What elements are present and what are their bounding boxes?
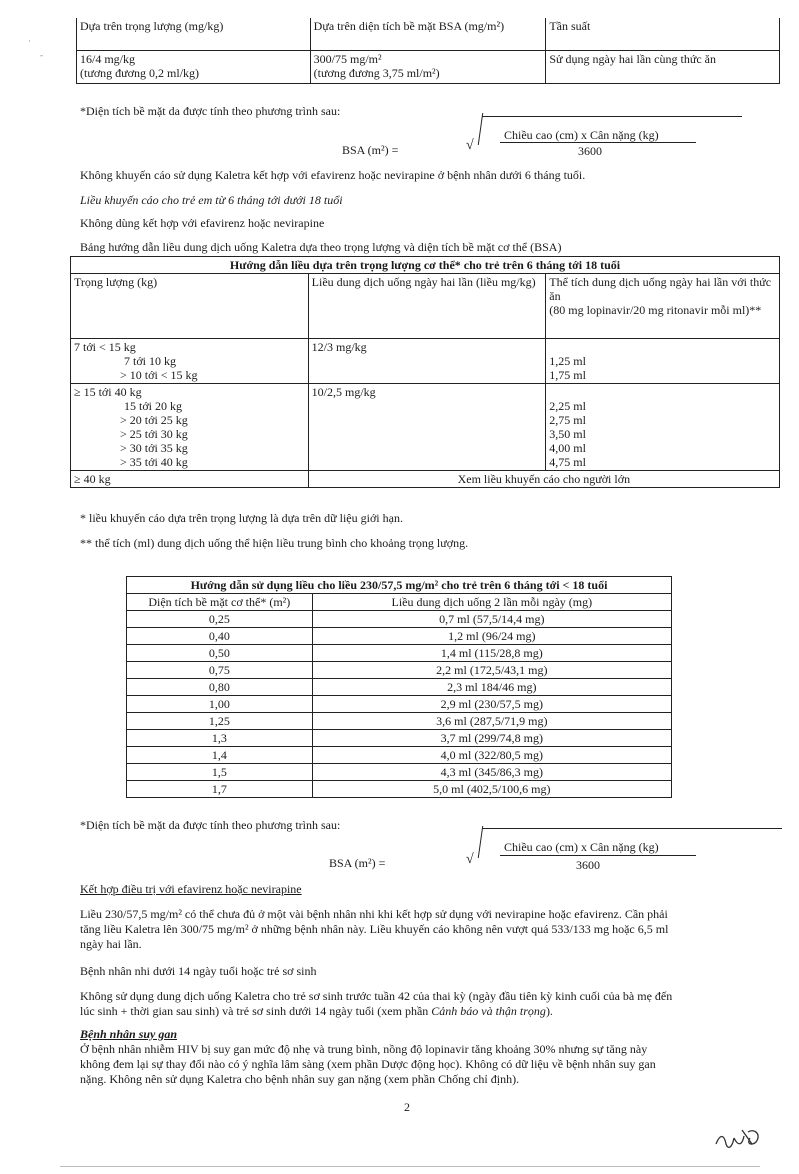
text-span: lúc sinh + thời gian sau sinh) và trẻ sơ sinh dưới 14 ngày tuổi (xem phần xyxy=(80,1004,432,1018)
formula-lhs: BSA (m²) = xyxy=(342,143,399,157)
sub-weight: > 30 tới 35 kg xyxy=(120,441,188,455)
sub-weight: > 20 tới 25 kg xyxy=(120,413,188,427)
formula-denominator: 3600 xyxy=(578,144,602,158)
cell-dose: 1,4 ml (115/28,8 mg) xyxy=(312,645,671,662)
header-bsa: Diện tích bề mặt cơ thể* (m²) xyxy=(127,594,313,611)
cell-dose: 2,2 ml (172,5/43,1 mg) xyxy=(312,662,671,679)
paragraph-line: Ở bệnh nhân nhiễm HIV bị suy gan mức độ nhẹ và trung bình, nồng độ lopinavir tăng khoảng 30% nhưng sự tăng này xyxy=(80,1042,648,1056)
cell-bsa: 1,7 xyxy=(127,781,313,798)
table-row xyxy=(77,51,780,84)
cell-bsa xyxy=(310,51,546,84)
header-volume xyxy=(546,274,780,339)
cell-weight-group: ≥ 40 kg xyxy=(71,471,309,488)
cell-dose: 2,3 ml 184/46 mg) xyxy=(312,679,671,696)
sub-volume: 1,75 ml xyxy=(549,368,586,382)
cell-dose: 3,6 ml (287,5/71,9 mg) xyxy=(312,713,671,730)
cell-bsa: 1,3 xyxy=(127,730,313,747)
table-row xyxy=(127,628,672,645)
table-row-group1 xyxy=(71,339,780,384)
formula-denominator: 3600 xyxy=(576,858,600,872)
scan-speckle: · xyxy=(28,36,31,46)
cell-bsa: 1,25 xyxy=(127,713,313,730)
table-row-group3 xyxy=(71,471,780,488)
table-row xyxy=(127,662,672,679)
sub-volume: 4,00 ml xyxy=(549,441,586,455)
table-row xyxy=(127,696,672,713)
sub-weight: > 25 tới 30 kg xyxy=(120,427,188,441)
sqrt-symbol-icon: √ xyxy=(466,852,474,867)
handwritten-initials-signature xyxy=(712,1120,772,1154)
table-row xyxy=(127,645,672,662)
bsa-dosing-table xyxy=(126,576,672,798)
cell-weight xyxy=(77,51,311,84)
cell-line: 300/75 mg/m² xyxy=(313,52,382,66)
paragraph-combo xyxy=(80,907,780,952)
sub-weight: > 35 tới 40 kg xyxy=(120,455,188,469)
header-line: (80 mg lopinavir/20 mg ritonavir mỗi ml)** xyxy=(549,303,762,317)
header-dose: Liều dung dịch uống 2 lần mỗi ngày (mg) xyxy=(312,594,671,611)
table-row xyxy=(127,781,672,798)
header-line: Thể tích dung dịch uống ngày hai lần với thức ăn xyxy=(549,275,772,303)
table-header-row xyxy=(71,274,780,339)
sub-volume: 3,50 ml xyxy=(549,427,586,441)
cell-adult-reference: Xem liều khuyến cáo cho người lớn xyxy=(308,471,779,488)
paragraph-line: Không sử dụng dung dịch uống Kaletra cho trẻ sơ sinh trước tuần 42 của thai kỳ (ngày đầu tiên kỳ kinh cuối của bà mẹ đến xyxy=(80,989,673,1003)
table-row-group2 xyxy=(71,384,780,471)
table-row xyxy=(127,713,672,730)
group-range: 7 tới < 15 kg xyxy=(74,340,136,354)
bsa-table-body xyxy=(127,611,672,798)
top-dosing-table xyxy=(76,18,780,84)
formula-numerator: Chiều cao (cm) x Cân nặng (kg) xyxy=(504,128,659,142)
page-number: 2 xyxy=(404,1100,410,1114)
paragraph-liver xyxy=(80,1042,780,1087)
cell-dose: 12/3 mg/kg xyxy=(308,339,546,384)
cell-line: (tương đương 0,2 ml/kg) xyxy=(80,66,200,80)
cell-bsa: 0,75 xyxy=(127,662,313,679)
table-header-row xyxy=(77,18,780,51)
footnote: ** thể tích (ml) dung dịch uống thể hiện liều trung bình cho khoảng trọng lượng. xyxy=(80,536,469,550)
cell-dose: 2,9 ml (230/57,5 mg) xyxy=(312,696,671,713)
header-weight: Trọng lượng (kg) xyxy=(71,274,309,339)
cell-bsa: 0,80 xyxy=(127,679,313,696)
header-weight: Dựa trên trọng lượng (mg/kg) xyxy=(77,18,311,51)
sqrt-stem xyxy=(478,113,485,145)
table-title-row xyxy=(71,257,780,274)
cell-bsa: 1,5 xyxy=(127,764,313,781)
paragraph-line: nặng. Không nên sử dụng Kaletra cho bệnh nhân suy gan nặng (xem phần Chống chỉ định). xyxy=(80,1072,520,1086)
cell-bsa: 0,50 xyxy=(127,645,313,662)
section-heading-neonate: Bệnh nhân nhi dưới 14 ngày tuổi hoặc trẻ sơ sinh xyxy=(80,964,317,978)
cell-dose: 5,0 ml (402,5/100,6 mg) xyxy=(312,781,671,798)
sub-weight: 7 tới 10 kg xyxy=(124,354,177,368)
table-title: Hướng dẫn liều dựa trên trọng lượng cơ thể* cho trẻ trên 6 tháng tới 18 tuổi xyxy=(71,257,780,274)
text-span: ). xyxy=(545,1004,553,1018)
sqrt-overline xyxy=(482,116,742,117)
table-row xyxy=(127,764,672,781)
paragraph-line xyxy=(80,1004,780,1019)
cell-weight-group xyxy=(71,339,309,384)
cell-frequency: Sử dụng ngày hai lần cùng thức ăn xyxy=(546,51,780,84)
sub-volume: 2,25 ml xyxy=(549,399,586,413)
cell-dose: 0,7 ml (57,5/14,4 mg) xyxy=(312,611,671,628)
cell-volume-group xyxy=(546,339,780,384)
bottom-divider xyxy=(60,1166,760,1167)
cell-bsa: 0,25 xyxy=(127,611,313,628)
cell-dose: 4,0 ml (322/80,5 mg) xyxy=(312,747,671,764)
header-bsa: Dựa trên diện tích bề mặt BSA (mg/m²) xyxy=(310,18,546,51)
paragraph-line: Liều 230/57,5 mg/m² có thể chưa đủ ở một vài bệnh nhân nhi khi kết hợp sử dụng với nevirapine hoặc efavirenz. Cần phải xyxy=(80,907,668,921)
table-title: Hướng dẫn sử dụng liều cho liều 230/57,5 mg/m² cho trẻ trên 6 tháng tới < 18 tuổi xyxy=(127,577,672,594)
table-title-row xyxy=(127,577,672,594)
sqrt-overline xyxy=(482,828,782,829)
paragraph-line: không đem lại sự thay đổi nào có ý nghĩa lâm sàng (xem phần Dược động học). Không có dữ liệu về bệnh nhân suy gan xyxy=(80,1057,656,1071)
paragraph-neonate xyxy=(80,989,780,1019)
table-row xyxy=(127,730,672,747)
cell-volume-group xyxy=(546,384,780,471)
cell-dose: 4,3 ml (345/86,3 mg) xyxy=(312,764,671,781)
weight-dosing-table xyxy=(70,256,780,488)
paragraph: Không khuyến cáo sử dụng Kaletra kết hợp với efavirenz hoặc nevirapine ở bệnh nhân dưới 6 tháng tuổi. xyxy=(80,168,586,182)
cell-line: (tương đương 3,75 ml/m²) xyxy=(313,66,440,80)
sub-volume: 2,75 ml xyxy=(549,413,586,427)
bsa-note: *Diện tích bề mặt da được tính theo phương trình sau: xyxy=(80,104,341,118)
table-header-row xyxy=(127,594,672,611)
table-row xyxy=(127,611,672,628)
table-row xyxy=(127,679,672,696)
footnote: * liều khuyến cáo dựa trên trọng lượng là dựa trên dữ liệu giới hạn. xyxy=(80,511,403,525)
paragraph-line: ngày hai lần. xyxy=(80,937,142,951)
sub-volume: 1,25 ml xyxy=(549,354,586,368)
cell-bsa: 1,00 xyxy=(127,696,313,713)
cell-dose: 3,7 ml (299/74,8 mg) xyxy=(312,730,671,747)
fraction-bar xyxy=(500,142,696,143)
formula-lhs: BSA (m²) = xyxy=(329,856,386,870)
sub-volume: 4,75 ml xyxy=(549,455,586,469)
formula-numerator: Chiều cao (cm) x Cân nặng (kg) xyxy=(504,840,659,854)
cell-dose: 10/2,5 mg/kg xyxy=(308,384,546,471)
sqrt-stem xyxy=(478,826,485,858)
cell-bsa: 0,40 xyxy=(127,628,313,645)
paragraph: Bảng hướng dẫn liều dung dịch uống Kaletra dựa theo trọng lượng và diện tích bề mặt cơ thể (BSA) xyxy=(80,240,562,254)
section-heading-combo: Kết hợp điều trị với efavirenz hoặc nevirapine xyxy=(80,882,302,896)
scan-speckle: - xyxy=(40,50,43,60)
sqrt-symbol-icon: √ xyxy=(466,138,474,153)
paragraph-line: tăng liều Kaletra lên 300/75 mg/m² ở những bệnh nhân này. Liều khuyến cáo không nên vượt quá 533/133 mg hoặc 6,5 ml xyxy=(80,922,669,936)
section-heading-6m-18y: Liều khuyến cáo cho trẻ em từ 6 tháng tới dưới 18 tuổi xyxy=(80,193,343,207)
cell-bsa: 1,4 xyxy=(127,747,313,764)
sub-weight: > 10 tới < 15 kg xyxy=(120,368,198,382)
section-heading-liver: Bệnh nhân suy gan xyxy=(80,1027,178,1041)
paragraph: Không dùng kết hợp với efavirenz hoặc nevirapine xyxy=(80,216,325,230)
group-range: ≥ 15 tới 40 kg xyxy=(74,385,142,399)
fraction-bar xyxy=(500,855,696,856)
sub-weight: 15 tới 20 kg xyxy=(124,399,183,413)
cell-line: 16/4 mg/kg xyxy=(80,52,136,66)
header-frequency: Tần suất xyxy=(546,18,780,51)
header-dose: Liều dung dịch uống ngày hai lần (liều mg/kg) xyxy=(308,274,546,339)
cell-weight-group xyxy=(71,384,309,471)
cell-dose: 1,2 ml (96/24 mg) xyxy=(312,628,671,645)
bsa-note: *Diện tích bề mặt da được tính theo phương trình sau: xyxy=(80,818,341,832)
section-reference: Cảnh báo và thận trọng xyxy=(431,1004,546,1018)
table-row xyxy=(127,747,672,764)
